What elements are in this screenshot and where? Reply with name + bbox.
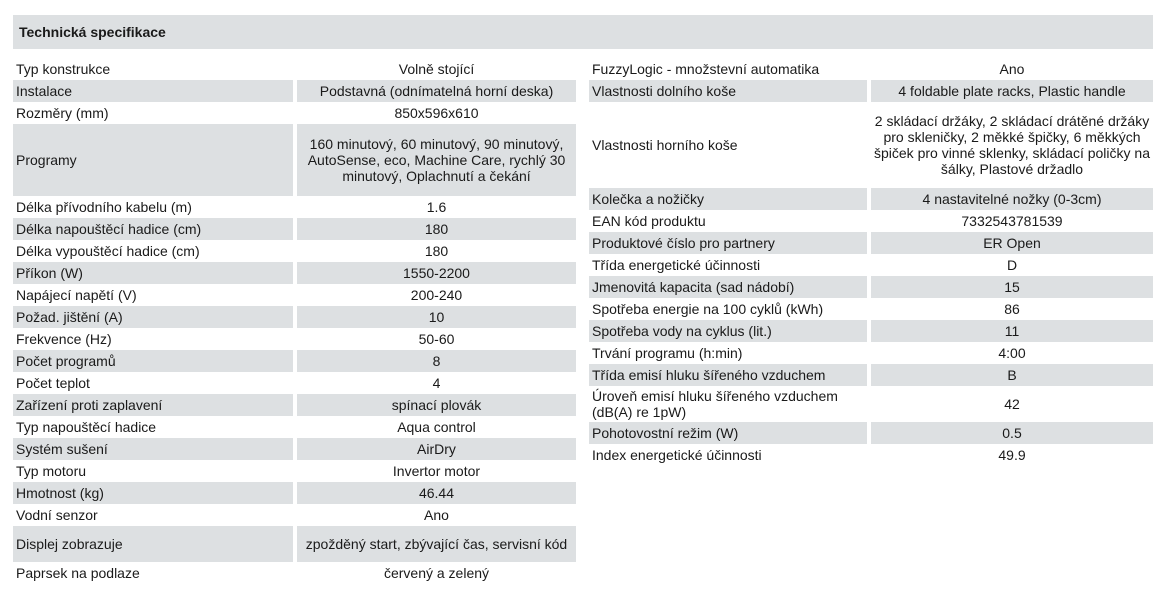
spec-label: Délka přívodního kabelu (m)	[16, 199, 192, 215]
spec-row	[13, 240, 576, 262]
spec-value: Invertor motor	[392, 463, 481, 479]
spec-row	[13, 102, 576, 124]
spec-row	[13, 328, 576, 350]
spec-value: 160 minutový, 60 minutový, 90 minutový, AutoSense, eco, Machine Care, rychlý 30 minutový, Oplachnutí a čekání	[297, 124, 576, 196]
spec-row	[13, 306, 576, 328]
spec-label: Spotřeba energie na 100 cyklů (kWh)	[592, 301, 824, 317]
spec-row	[13, 416, 576, 438]
spec-label: EAN kód produktu	[592, 213, 706, 229]
spec-label: Vlastnosti dolního koše	[589, 80, 867, 102]
spec-label: Délka napouštěcí hadice (cm)	[13, 218, 293, 240]
spec-row	[13, 196, 576, 218]
spec-row	[589, 320, 1153, 342]
spec-label: Paprsek na podlaze	[16, 565, 140, 581]
spec-value: 4:00	[998, 345, 1026, 361]
spec-label: Kolečka a nožičky	[589, 188, 867, 210]
spec-value: ER Open	[871, 232, 1153, 254]
spec-row	[13, 350, 576, 372]
spec-label: Typ motoru	[16, 463, 87, 479]
spec-row	[589, 210, 1153, 232]
spec-value: červený a zelený	[383, 565, 490, 581]
spec-table-left	[13, 58, 576, 584]
spec-value: 2 skládací držáky, 2 skládací drátěné držáky pro skleničky, 2 měkké špičky, 6 měkkých špiček pro vinné sklenky, skládací poličky na šálky, Plastové držadlo	[874, 113, 1150, 177]
spec-label: Zařízení proti zaplavení	[13, 394, 293, 416]
spec-label: Displej zobrazuje	[13, 526, 293, 562]
spec-label: Rozměry (mm)	[16, 105, 109, 121]
spec-label: Jmenovitá kapacita (sad nádobí)	[589, 276, 867, 298]
spec-row	[13, 262, 576, 284]
spec-label: Vlastnosti horního koše	[592, 137, 738, 153]
spec-label: Instalace	[13, 80, 293, 102]
spec-row	[13, 58, 576, 80]
spec-value: 4 foldable plate racks, Plastic handle	[871, 80, 1153, 102]
spec-value: 850x596x610	[394, 105, 479, 121]
spec-label: Úroveň emisí hluku šířeného vzduchem (dB(A) re 1pW)	[592, 388, 838, 420]
spec-label: Počet teplot	[16, 375, 90, 391]
spec-label: Index energetické účinnosti	[592, 447, 762, 463]
spec-label: Třída energetické účinnosti	[592, 257, 761, 273]
spec-value: D	[1006, 257, 1018, 273]
spec-value: 46.44	[297, 482, 576, 504]
spec-row	[589, 58, 1153, 80]
spec-label: Typ napouštěcí hadice	[16, 419, 157, 435]
spec-value: 86	[1004, 301, 1020, 317]
spec-label: Požad. jištění (A)	[13, 306, 293, 328]
spec-label: Počet programů	[13, 350, 293, 372]
spec-value: 1550-2200	[297, 262, 576, 284]
spec-value: 0.5	[871, 422, 1153, 444]
spec-value: 1.6	[426, 199, 447, 215]
spec-label: Pohotovostní režim (W)	[589, 422, 867, 444]
spec-row	[589, 102, 1153, 188]
spec-label: Produktové číslo pro partnery	[589, 232, 867, 254]
spec-label: Typ konstrukce	[16, 61, 111, 77]
spec-row	[589, 298, 1153, 320]
spec-row	[589, 364, 1153, 386]
spec-row	[13, 504, 576, 526]
spec-row	[13, 394, 576, 416]
spec-row	[13, 218, 576, 240]
spec-value: Podstavná (odnímatelná horní deska)	[297, 80, 576, 102]
spec-value: 4 nastavitelné nožky (0-3cm)	[871, 188, 1153, 210]
spec-value: 4	[432, 375, 441, 391]
spec-value: 42	[1004, 396, 1020, 412]
spec-value: 10	[297, 306, 576, 328]
spec-row	[13, 482, 576, 504]
spec-row	[589, 422, 1153, 444]
spec-label: Vodní senzor	[16, 507, 98, 523]
spec-table-right	[589, 58, 1153, 466]
spec-value: 11	[871, 320, 1153, 342]
spec-label: Spotřeba vody na cyklus (lit.)	[589, 320, 867, 342]
spec-label: Systém sušení	[13, 438, 293, 460]
spec-value: 7332543781539	[961, 213, 1063, 229]
spec-label: FuzzyLogic - množstevní automatika	[592, 61, 820, 77]
spec-row	[589, 444, 1153, 466]
spec-row	[589, 188, 1153, 210]
spec-row	[13, 460, 576, 482]
spec-value: B	[871, 364, 1153, 386]
spec-value: Ano	[424, 507, 449, 523]
section-title: Technická specifikace	[19, 24, 166, 40]
spec-row	[589, 80, 1153, 102]
spec-row	[13, 372, 576, 394]
spec-value: 8	[297, 350, 576, 372]
spec-value: Volně stojící	[398, 61, 475, 77]
spec-value: 50-60	[418, 331, 455, 347]
spec-value: Aqua control	[397, 419, 476, 435]
spec-label: Délka vypouštěcí hadice (cm)	[16, 243, 200, 259]
spec-value: 200-240	[410, 287, 463, 303]
spec-value: 15	[871, 276, 1153, 298]
spec-label: Příkon (W)	[13, 262, 293, 284]
spec-value: 49.9	[998, 447, 1026, 463]
spec-label: Třída emisí hluku šířeného vzduchem	[589, 364, 867, 386]
spec-value: zpožděný start, zbývající čas, servisní kód	[297, 526, 576, 562]
spec-row	[589, 386, 1153, 422]
spec-row	[13, 124, 576, 196]
spec-row	[13, 438, 576, 460]
spec-row	[589, 276, 1153, 298]
spec-value: 180	[424, 243, 449, 259]
spec-row	[589, 254, 1153, 276]
spec-value: Ano	[999, 61, 1025, 77]
spec-row	[13, 284, 576, 306]
spec-label: Napájecí napětí (V)	[16, 287, 137, 303]
spec-label: Hmotnost (kg)	[13, 482, 293, 504]
spec-row	[589, 342, 1153, 364]
spec-row	[589, 232, 1153, 254]
spec-label: Trvání programu (h:min)	[592, 345, 743, 361]
spec-row	[13, 80, 576, 102]
spec-value: 180	[297, 218, 576, 240]
spec-label: Frekvence (Hz)	[16, 331, 112, 347]
spec-row	[13, 562, 576, 584]
spec-value: spínací plovák	[297, 394, 576, 416]
spec-row	[13, 526, 576, 562]
spec-value: AirDry	[297, 438, 576, 460]
section-header	[13, 15, 1153, 49]
spec-label: Programy	[13, 124, 293, 196]
